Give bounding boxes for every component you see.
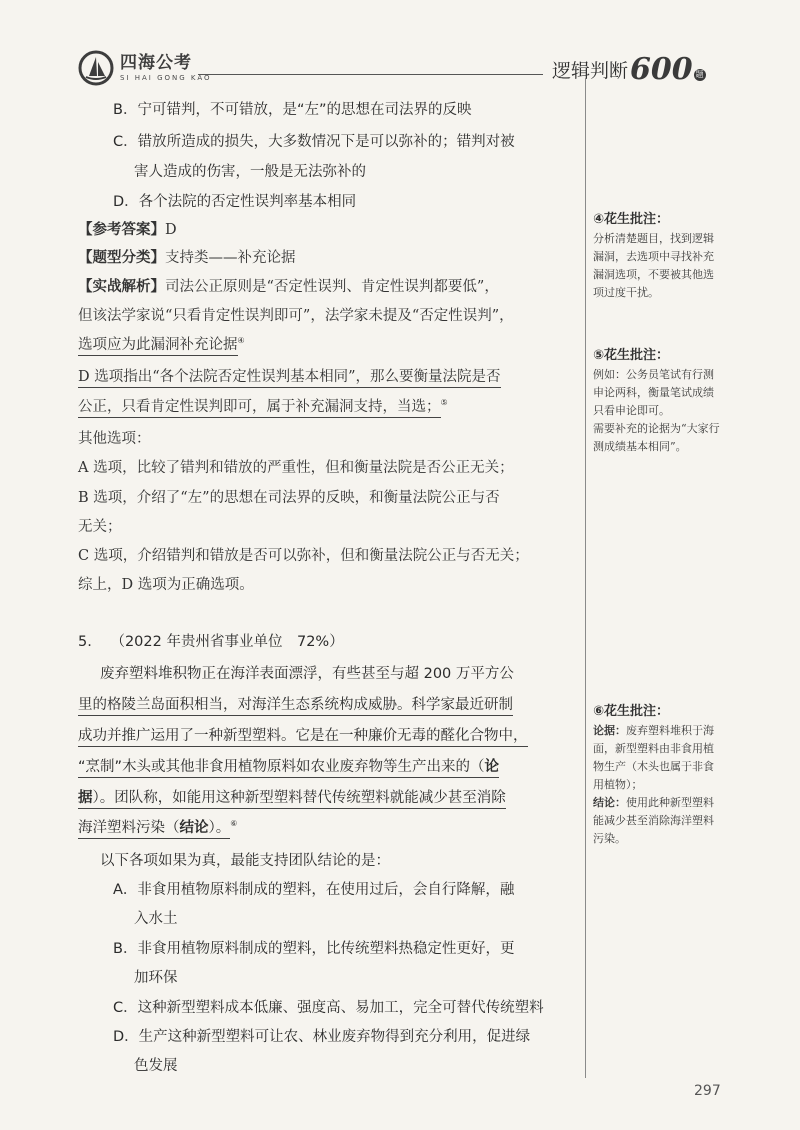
logo-english-text: SI HAI GONG KAO — [120, 73, 212, 82]
book-title-number: 600 — [630, 52, 693, 87]
note-5-body-line1: 例如：公务员笔试有行测申论两科，衡量笔试成绩只看申论即可。 — [593, 368, 714, 417]
note-6-body — [593, 722, 723, 848]
q5-option-c: C．这种新型塑料成本低廉、强度高、易加工，完全可替代传统塑料 — [113, 1000, 544, 1016]
logo-chinese-text: 四海公考 — [120, 52, 192, 73]
option-b-analysis-line1: B 选项，介绍了“左”的思想在司法界的反映，和衡量法院公正与否 — [78, 490, 500, 506]
note-4-title: ④花生批注： — [593, 212, 670, 227]
q5-stem-line2 — [78, 693, 513, 714]
annotation-note-6 — [593, 700, 723, 848]
q5-stem-text6: 海洋塑料污染（ — [78, 820, 180, 839]
q5-stem-line4 — [78, 755, 499, 776]
analysis-text: 司法公正原则是“否定性误判、肯定性误判都要低”， — [165, 279, 499, 295]
q5-number: 5. — [78, 634, 92, 650]
option-b-analysis-line2: 无关； — [78, 519, 122, 535]
note-6-argument-label: 论据： — [593, 724, 626, 737]
note-5-body — [593, 366, 723, 456]
book-title-badge: 题 — [695, 70, 704, 79]
answer-row — [78, 218, 177, 239]
type-label: 【题型分类】 — [78, 249, 165, 266]
q5-option-a-line1: A．非食用植物原料制成的塑料，在使用过后，会自行降解，融 — [113, 882, 515, 898]
annotation-note-5 — [593, 344, 723, 456]
q5-header — [78, 630, 344, 651]
q5-stem-text5: ）。团队称，如能用这种新型塑料替代传统塑料就能减少甚至消除 — [93, 790, 506, 809]
q4-option-b: B．宁可错判，不可错放，是“左”的思想在司法界的反映 — [113, 102, 472, 118]
note-5-title: ⑤花生批注： — [593, 348, 670, 363]
q4-option-d: D．各个法院的否定性误判率基本相同 — [113, 194, 357, 210]
q4-option-c-line1: C．错放所造成的损失，大多数情况下是可以弥补的；错判对被 — [113, 134, 515, 150]
analysis-line3 — [78, 333, 245, 354]
q5-stem-line1: 废弃塑料堆积物正在海洋表面漂浮，有些甚至与超 200 万平方公 — [100, 666, 514, 682]
d-analysis-line2 — [78, 395, 448, 416]
q5-stem-text3: 成功并推广运用了一种新型塑料。它是在一种廉价无毒的醛化合物中， — [78, 728, 528, 747]
note-6-argument-text: 废弃塑料堆积于海面，新型塑料由非食用植物生产（木头也属于非食用植物）； — [593, 724, 714, 791]
note-4-body: 分析清楚题目，找到逻辑漏洞，去选项中寻找补充漏洞选项，不要被其他选项过度干扰。 — [593, 232, 714, 299]
header-divider — [198, 74, 543, 75]
q5-option-b-line1: B．非食用植物原料制成的塑料，比传统塑料热稳定性更好，更 — [113, 941, 515, 957]
sidebar-divider — [585, 78, 586, 1078]
footnote-5-marker: ⑤ — [440, 398, 448, 408]
note-6-conclusion — [593, 794, 723, 848]
q5-stem-line6 — [78, 816, 237, 837]
book-title-text: 逻辑判断 — [552, 60, 629, 82]
analysis-line1 — [78, 275, 499, 296]
d-analysis-text1: D 选项指出“各个法院否定性误判基本相同”，那么要衡量法院是否 — [78, 369, 501, 388]
note-6-argument — [593, 722, 723, 794]
answer-label: 【参考答案】 — [78, 221, 165, 238]
footnote-4-marker: ④ — [237, 336, 245, 346]
annotation-note-4 — [593, 208, 723, 302]
q5-prompt: 以下各项如果为真，最能支持团队结论的是： — [100, 853, 390, 869]
footnote-6-marker: ⑥ — [230, 819, 238, 829]
d-analysis-line1 — [78, 365, 501, 386]
q5-stem-line3 — [78, 724, 528, 745]
publisher-logo — [78, 50, 212, 86]
q5-stem-text6-end: ）。 — [209, 820, 231, 839]
q5-option-a-line2: 入水土 — [134, 911, 178, 927]
summary: 综上，D 选项为正确选项。 — [78, 577, 254, 593]
note-6-title: ⑥花生批注： — [593, 704, 670, 719]
q5-stem-text4: “烹制”木头或其他非食用植物原料如农业废弃物等生产出来的（ — [78, 759, 485, 778]
others-label: 其他选项： — [78, 431, 151, 447]
analysis-line2: 但该法学家说“只看肯定性误判即可”，法学家未提及“否定性误判”， — [78, 308, 514, 324]
type-row — [78, 246, 296, 267]
q5-option-b-line2: 加环保 — [134, 970, 178, 986]
option-c-analysis: C 选项，介绍错判和错放是否可以弥补，但和衡量法院公正与否无关； — [78, 548, 529, 564]
book-title — [552, 52, 706, 87]
q4-option-c-line2: 害人造成的伤害，一般是无法弥补的 — [134, 164, 366, 180]
d-analysis-text2: 公正，只看肯定性误判即可，属于补充漏洞支持，当选； — [78, 399, 441, 418]
sailboat-logo-icon — [78, 50, 114, 86]
q5-option-d-line2: 色发展 — [134, 1058, 178, 1074]
q5-source: （2022 年贵州省事业单位 72%） — [110, 634, 344, 650]
q5-stem-argument-label-end: 据 — [78, 790, 93, 809]
q5-option-d-line1: D．生产这种新型塑料可让农、林业废弃物得到充分利用，促进绿 — [113, 1029, 531, 1045]
type-value: 支持类——补充论据 — [165, 250, 296, 266]
q5-stem-text2: 里的格陵兰岛面积相当，对海洋生态系统构成威胁。科学家最近研制 — [78, 697, 513, 716]
note-6-conclusion-text: 使用此种新型塑料能减少甚至消除海洋塑料污染。 — [593, 796, 714, 845]
answer-value: D — [165, 222, 177, 238]
note-6-conclusion-label: 结论： — [593, 796, 626, 809]
q5-stem-argument-label: 论 — [485, 759, 500, 778]
analysis-underlined-text: 选项应为此漏洞补充论据 — [78, 337, 238, 356]
q5-stem-line5 — [78, 786, 506, 807]
option-a-analysis: A 选项，比较了错判和错放的严重性，但和衡量法院是否公正无关； — [78, 460, 514, 476]
page-number: 297 — [694, 1083, 721, 1099]
analysis-label: 【实战解析】 — [78, 278, 165, 295]
note-5-body-line2: 需要补充的论据为“大家行测成绩基本相同”。 — [593, 422, 720, 453]
q5-stem-conclusion-label: 结论 — [180, 820, 209, 839]
